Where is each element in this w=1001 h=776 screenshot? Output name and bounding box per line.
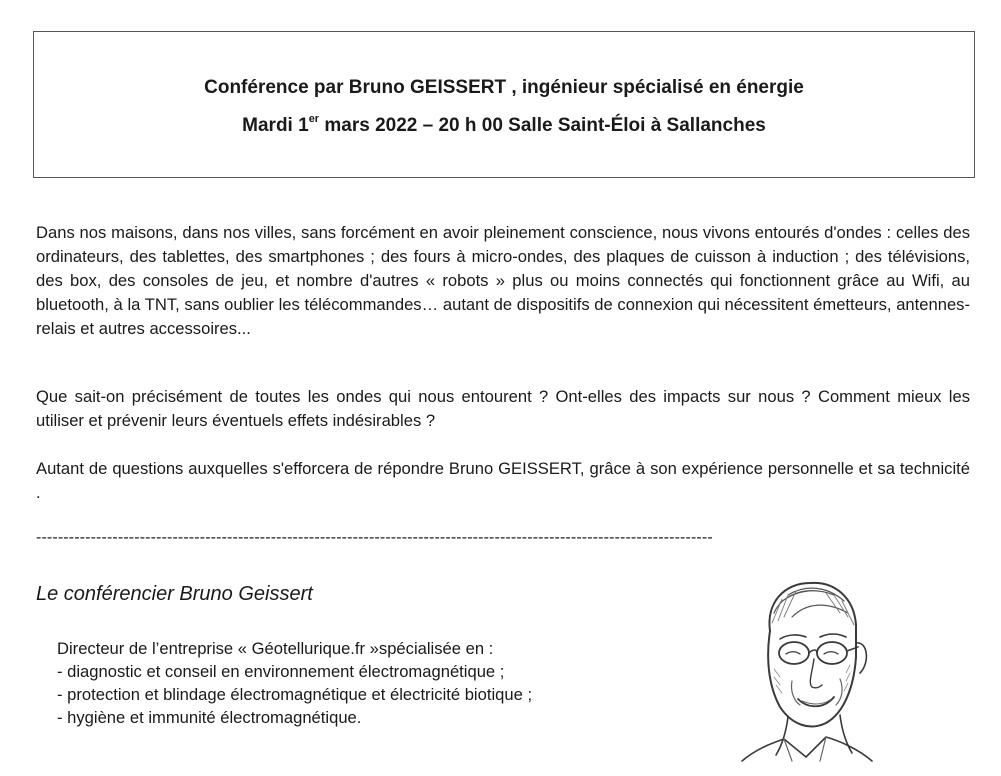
- date-prefix: Mardi 1: [242, 115, 309, 136]
- speaker-bio: [57, 637, 532, 729]
- bio-item: - hygiène et immunité électromagnétique.: [57, 708, 362, 727]
- paragraph-conclusion: Autant de questions auxquelles s'efforcera de répondre Bruno GEISSERT, grâce à son expérience personnelle et sa technicité .: [36, 459, 970, 502]
- speaker-heading: Le conférencier Bruno Geissert: [36, 583, 313, 605]
- bio-item: - protection et blindage électromagnétique et électricité biotique ;: [57, 685, 533, 704]
- header-date-location: [34, 115, 974, 137]
- date-suffix: mars 2022 – 20 h 00 Salle Saint-Éloi à Sallanches: [319, 115, 766, 136]
- header-title: Conférence par Bruno GEISSERT , ingénieur spécialisé en énergie: [204, 77, 804, 98]
- dashed-separator: ----------------------------------------------------------------------------------------------------------------------------: [36, 529, 713, 546]
- date-superscript: er: [308, 113, 320, 125]
- paragraph-questions: Que sait-on précisément de toutes les ondes qui nous entourent ? Ont-elles des impacts sur nous ? Comment mieux les utiliser et prévenir leurs éventuels effets indésirables ?: [36, 387, 970, 430]
- bio-item: - diagnostic et conseil en environnement électromagnétique ;: [57, 662, 505, 681]
- header-box: [33, 31, 975, 178]
- bio-intro: Directeur de l’entreprise « Géotellurique.fr »spécialisée en :: [57, 639, 494, 658]
- paragraph-intro: Dans nos maisons, dans nos villes, sans forcément en avoir pleinement conscience, nous vivons entourés d'ondes : celles des ordinateurs, des tablettes, des smartphones ; des fours à micro-ondes, des plaques de cuisson à induction ; des télévisions, des box, des consoles de jeu, et nombre d'autres « robots » plus ou moins connectés qui fonctionnent grâce au Wifi, au bluetooth, à la TNT, sans oublier les télécommandes… autant de dispositifs de connexion qui nécessitent émetteurs, antennes-relais et autres accessoires...: [36, 223, 970, 338]
- speaker-portrait-sketch: [722, 573, 882, 763]
